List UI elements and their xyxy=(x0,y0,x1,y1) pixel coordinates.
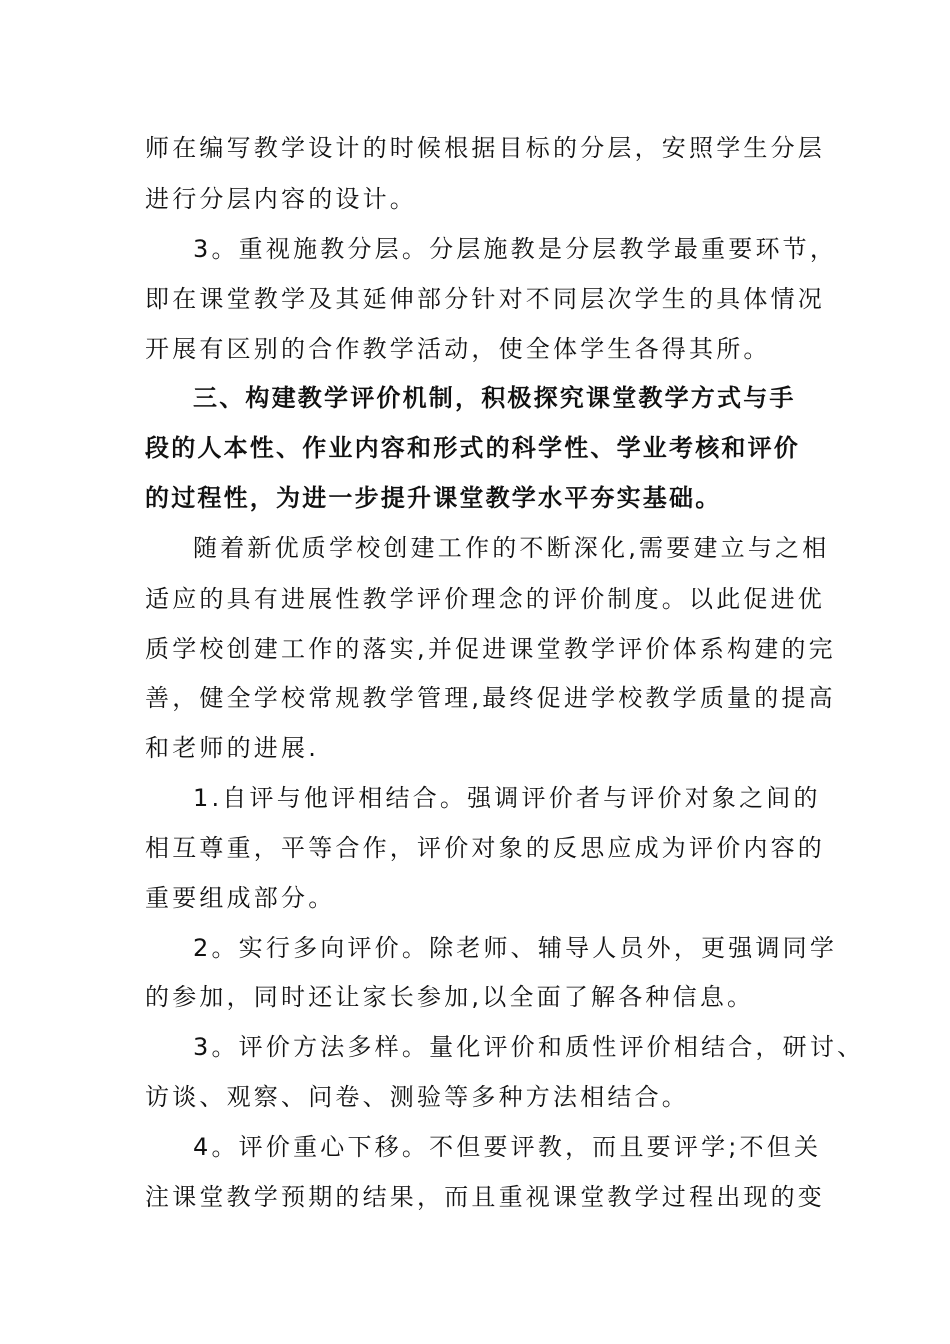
section-heading-line: 三、构建教学评价机制，积极探究课堂教学方式与手 xyxy=(193,384,796,412)
paragraph-line: 进行分层内容的设计。 xyxy=(145,185,417,213)
paragraph-line: 重要组成部分。 xyxy=(145,884,336,912)
section-heading-line: 段的人本性、作业内容和形式的科学性、学业考核和评价 xyxy=(145,434,800,462)
paragraph-line: 相互尊重，平等合作，评价对象的反思应成为评价内容的 xyxy=(145,834,825,862)
paragraph-line: 2。实行多向评价。除老师、辅导人员外，更强调同学 xyxy=(193,934,838,962)
paragraph-line: 注课堂教学预期的结果，而且重视课堂教学过程出现的变 xyxy=(145,1183,825,1211)
paragraph-line: 1.自评与他评相结合。强调评价者与评价对象之间的 xyxy=(193,784,821,812)
paragraph-line: 3。重视施教分层。分层施教是分层教学最重要环节， xyxy=(193,235,838,263)
paragraph-line: 随着新优质学校创建工作的不断深化,需要建立与之相 xyxy=(193,534,830,562)
paragraph-line: 4。评价重心下移。不但要评教，而且要评学;不但关 xyxy=(193,1133,822,1161)
paragraph-line: 师在编写教学设计的时候根据目标的分层，安照学生分层 xyxy=(145,134,825,162)
paragraph-line: 访谈、观察、问卷、测验等多种方法相结合。 xyxy=(145,1083,689,1111)
paragraph-line: 3。评价方法多样。量化评价和质性评价相结合，研讨、 xyxy=(193,1033,865,1061)
paragraph-line: 质学校创建工作的落实,并促进课堂教学评价体系构建的完 xyxy=(145,635,836,663)
paragraph-line: 适应的具有进展性教学评价理念的评价制度。以此促进优 xyxy=(145,585,825,613)
paragraph-line: 开展有区别的合作教学活动，使全体学生各得其所。 xyxy=(145,335,771,363)
paragraph-line: 即在课堂教学及其延伸部分针对不同层次学生的具体情况 xyxy=(145,285,825,313)
paragraph-line: 善，健全学校常规教学管理,最终促进学校教学质量的提高 xyxy=(145,684,836,712)
paragraph-line: 的参加，同时还让家长参加,以全面了解各种信息。 xyxy=(145,983,755,1011)
paragraph-line: 和老师的进展. xyxy=(145,734,320,762)
section-heading-line: 的过程性，为进一步提升课堂教学水平夯实基础。 xyxy=(145,484,722,512)
